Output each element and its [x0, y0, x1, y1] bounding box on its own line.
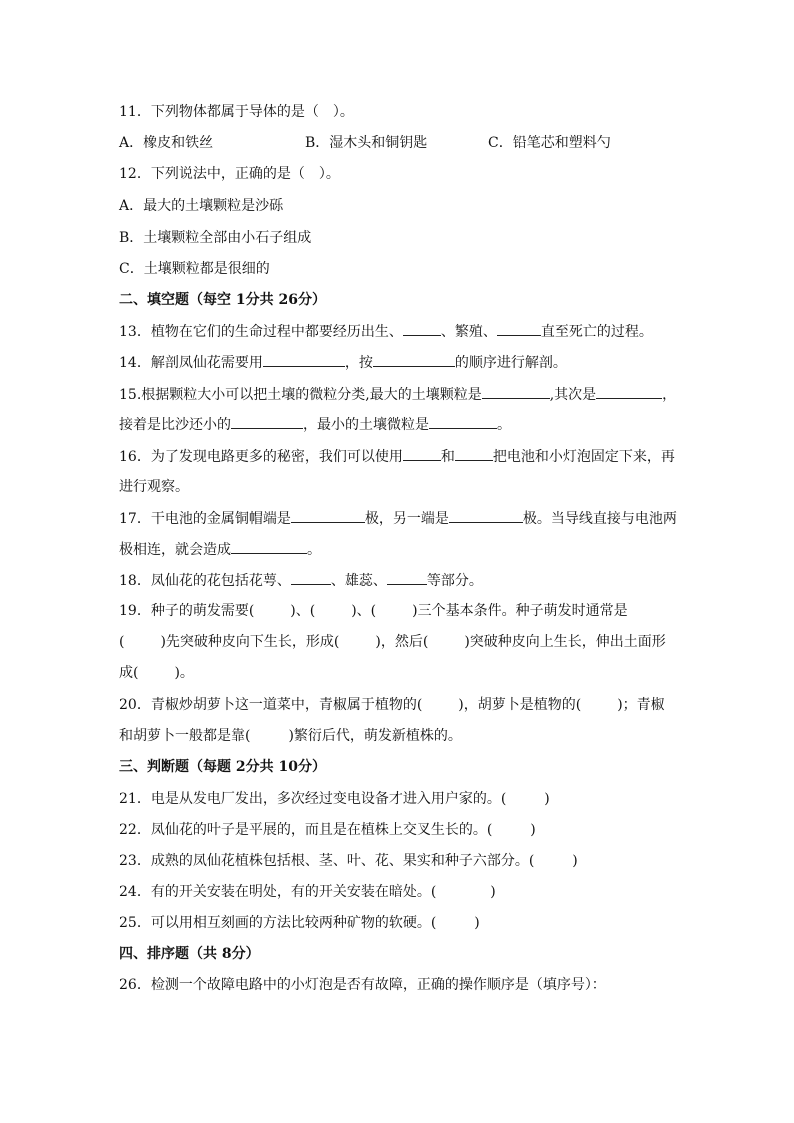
question-16-line-1: 16．为了发现电路更多的秘密，我们可以使用 和 把电池和小灯泡固定下来，再: [119, 446, 675, 467]
question-23: 23．成熟的凤仙花植株包括根、茎、叶、花、果实和种子六部分。( ): [119, 853, 578, 869]
question-12-option-c: C．土壤颗粒都是很细的: [119, 261, 270, 277]
question-11-option-a: A．橡皮和铁丝: [119, 135, 214, 151]
blank[interactable]: [403, 446, 441, 461]
question-20-line-2: 和胡萝卜一般都是靠( )繁衍后代，萌发新植株的。: [119, 728, 462, 744]
blank[interactable]: [231, 414, 303, 429]
blank[interactable]: [291, 508, 365, 523]
question-14: 14．解剖凤仙花需要用 ，按 的顺序进行解剖。: [119, 352, 675, 373]
question-19-line-2: ( )先突破种皮向下生长，形成( )，然后( )突破种皮向上生长，伸出土面形: [119, 634, 666, 650]
blank[interactable]: [291, 570, 331, 585]
blank[interactable]: [482, 384, 550, 399]
question-12-option-b: B．土壤颗粒全部由小石子组成: [119, 230, 312, 246]
question-15-line-1: 15.根据颗粒大小可以把土壤的微粒分类,最大的土壤颗粒是 ,其次是 ，: [119, 384, 675, 405]
question-12-option-a: A．最大的土壤颗粒是沙砾: [119, 198, 284, 214]
blank[interactable]: [231, 539, 307, 554]
question-17-line-1: 17．干电池的金属铜帽端是 极，另一端是 极。当导线直接与电池两: [119, 508, 675, 529]
question-17-line-2: 极相连，就会造成 。: [119, 539, 675, 560]
blank[interactable]: [263, 352, 345, 367]
section-title-ordering: 四、排序题（共 8分）: [119, 946, 260, 962]
question-15-line-2: 接着是比沙还小的 ，最小的土壤微粒是 。: [119, 414, 675, 435]
question-18: 18．凤仙花的花包括花萼、 、雄蕊、 等部分。: [119, 570, 675, 591]
section-title-fill-in: 二、填空题（每空 1分共 26分）: [119, 292, 326, 308]
question-19-line-3: 成( )。: [119, 665, 194, 681]
question-22: 22．凤仙花的叶子是平展的，而且是在植株上交叉生长的。( ): [119, 822, 536, 838]
question-25: 25．可以用相互刻画的方法比较两种矿物的软硬。( ): [119, 915, 480, 931]
blank[interactable]: [455, 446, 493, 461]
section-title-true-false: 三、判断题（每题 2分共 10分）: [119, 759, 326, 775]
question-13: 13．植物在它们的生命过程中都要经历出生、 、繁殖、 直至死亡的过程。: [119, 321, 675, 342]
blank[interactable]: [497, 321, 541, 336]
question-11-option-b: B．湿木头和铜钥匙: [305, 135, 428, 151]
blank[interactable]: [403, 321, 441, 336]
blank[interactable]: [449, 508, 523, 523]
question-24: 24．有的开关安装在明处，有的开关安装在暗处。( ): [119, 884, 496, 900]
blank[interactable]: [387, 570, 427, 585]
question-26-stem: 26．检测一个故障电路中的小灯泡是否有故障，正确的操作顺序是（填序号）：: [119, 977, 606, 993]
blank[interactable]: [596, 384, 662, 399]
question-21: 21．电是从发电厂发出，多次经过变电设备才进入用户家的。( ): [119, 791, 550, 807]
question-11-option-c: C．铅笔芯和塑料勺: [488, 135, 611, 151]
blank[interactable]: [429, 414, 497, 429]
question-11-stem: 11．下列物体都属于导体的是（ ）。: [119, 104, 354, 120]
question-20-line-1: 20．青椒炒胡萝卜这一道菜中，青椒属于植物的( )，胡萝卜是植物的( )；青椒: [119, 697, 665, 713]
question-19-line-1: 19．种子的萌发需要( )、( )、( )三个基本条件。种子萌发时通常是: [119, 603, 628, 619]
question-16-line-2: 进行观察。: [119, 479, 189, 495]
question-12-stem: 12．下列说法中，正确的是（ ）。: [119, 166, 340, 182]
blank[interactable]: [373, 352, 455, 367]
